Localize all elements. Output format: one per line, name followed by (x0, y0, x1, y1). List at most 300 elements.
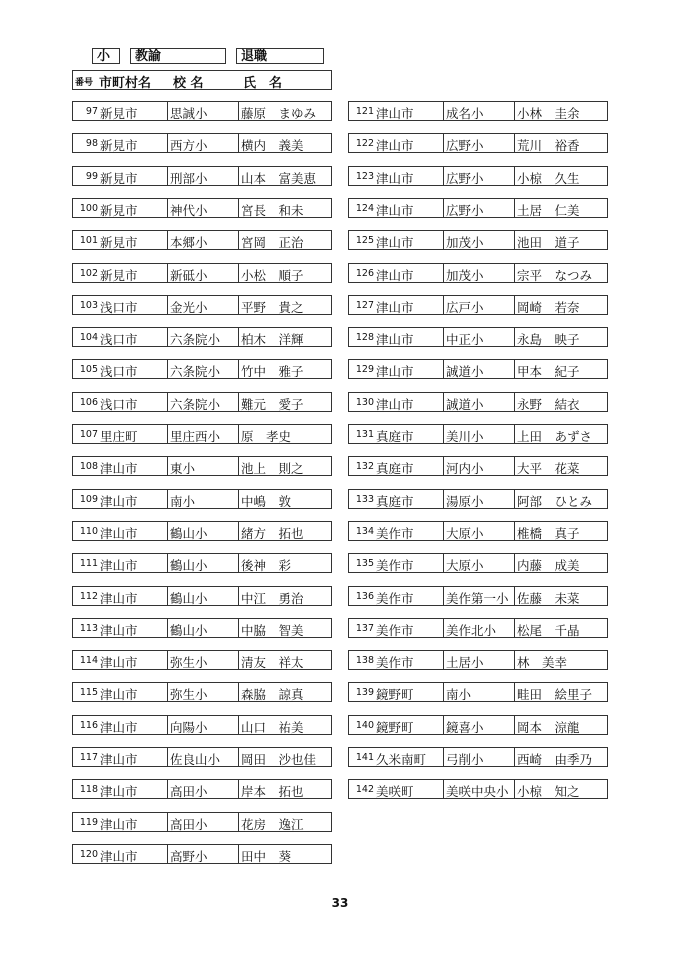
cell-city: 津山市 (100, 655, 138, 671)
cell-divider (443, 425, 444, 443)
cell-city: 美咲町 (376, 784, 414, 800)
cell-school: 美作北小 (446, 622, 497, 638)
cell-city: 新見市 (100, 235, 138, 251)
cell-divider (238, 716, 239, 734)
cell-school: 加茂小 (446, 267, 484, 283)
table-row (348, 747, 608, 767)
cell-divider (443, 231, 444, 249)
cell-divider (167, 619, 168, 637)
cell-school: 金光小 (170, 299, 208, 315)
cell-divider (514, 490, 515, 508)
cell-divider (443, 651, 444, 669)
cell-city: 津山市 (100, 752, 138, 767)
cell-city: 美作市 (376, 622, 414, 638)
cell-city: 津山市 (100, 622, 138, 638)
cell-school: 新砥小 (170, 267, 208, 283)
cell-school: 大原小 (446, 525, 484, 541)
cell-name: 林 美幸 (517, 655, 568, 671)
cell-divider (238, 296, 239, 314)
cell-divider (167, 167, 168, 185)
cell-divider (514, 296, 515, 314)
cell-name: 宮岡 正治 (241, 235, 304, 251)
cell-school: 湯原小 (446, 493, 484, 509)
cell-divider (167, 587, 168, 605)
cell-no: 106 (79, 396, 98, 408)
cell-divider (167, 134, 168, 152)
table-row (348, 715, 608, 735)
cell-no: 112 (79, 590, 98, 602)
table-row (72, 133, 332, 153)
cell-divider (443, 296, 444, 314)
cell-no: 114 (79, 655, 98, 667)
cell-school: 美咲中央小 (446, 784, 509, 800)
table-row (348, 779, 608, 799)
cell-divider (238, 457, 239, 475)
cell-divider (238, 360, 239, 378)
table-row (348, 424, 608, 444)
cell-name: 池田 道子 (517, 235, 580, 251)
cell-divider (443, 328, 444, 346)
cell-divider (167, 199, 168, 217)
cell-divider (167, 490, 168, 508)
cell-divider (167, 748, 168, 766)
cell-city: 真庭市 (376, 493, 414, 509)
cell-divider (167, 522, 168, 540)
cell-divider (514, 716, 515, 734)
table-row (348, 586, 608, 606)
cell-name: 畦田 絵里子 (517, 687, 593, 703)
cell-city: 津山市 (376, 364, 414, 380)
cell-name: 中江 勇治 (241, 590, 304, 606)
page-number: 33 (331, 896, 349, 910)
cell-name: 山口 祐美 (241, 719, 304, 735)
cell-divider (443, 393, 444, 411)
cell-no: 141 (355, 752, 374, 763)
cell-school: 思誠小 (170, 106, 208, 121)
cell-city: 里庄町 (100, 429, 138, 444)
table-row (348, 521, 608, 541)
cell-name: 西崎 由季乃 (517, 752, 593, 767)
cell-divider (443, 360, 444, 378)
cell-divider (514, 683, 515, 701)
cell-divider (443, 199, 444, 217)
col-no: 番号 (75, 78, 94, 88)
cell-name: 山本 富美恵 (241, 170, 317, 186)
cell-school: 東小 (170, 461, 196, 477)
cell-divider (443, 748, 444, 766)
cell-city: 久米南町 (376, 752, 427, 767)
table-row (348, 327, 608, 347)
cell-divider (514, 425, 515, 443)
cell-school: 高野小 (170, 848, 208, 864)
cell-city: 浅口市 (100, 396, 138, 412)
cell-school: 加茂小 (446, 235, 484, 251)
cell-divider (238, 845, 239, 863)
cell-no: 105 (79, 364, 98, 376)
table-row (348, 359, 608, 379)
cell-city: 浅口市 (100, 364, 138, 380)
cell-city: 新見市 (100, 106, 138, 121)
table-row (348, 133, 608, 153)
cell-school: 里庄西小 (170, 429, 221, 444)
cell-name: 池上 則之 (241, 461, 304, 477)
cell-divider (238, 587, 239, 605)
cell-no: 110 (79, 525, 98, 537)
cell-divider (443, 619, 444, 637)
cell-divider (514, 554, 515, 572)
table-row (72, 521, 332, 541)
cell-school: 大原小 (446, 558, 484, 574)
cell-name: 平野 貴之 (241, 299, 304, 315)
cell-divider (514, 780, 515, 798)
cell-no: 100 (79, 202, 98, 214)
cell-name: 荒川 裕香 (517, 138, 580, 154)
table-row (348, 166, 608, 186)
cell-city: 美作市 (376, 525, 414, 541)
cell-school: 弥生小 (170, 655, 208, 671)
cell-no: 116 (79, 719, 98, 731)
cell-divider (443, 716, 444, 734)
cell-divider (238, 619, 239, 637)
cell-no: 140 (355, 719, 374, 731)
cell-school: 向陽小 (170, 719, 208, 735)
cell-school: 六条院小 (170, 332, 221, 348)
cell-divider (238, 393, 239, 411)
cell-no: 104 (79, 332, 98, 344)
cell-city: 新見市 (100, 202, 138, 218)
cell-school: 弥生小 (170, 687, 208, 703)
cell-divider (514, 199, 515, 217)
table-row (348, 392, 608, 412)
cell-no: 142 (355, 784, 374, 796)
cell-name: 阿部 ひとみ (517, 493, 593, 509)
cell-divider (238, 490, 239, 508)
cell-name: 中脇 智美 (241, 622, 304, 638)
cell-divider (514, 651, 515, 669)
cell-divider (238, 683, 239, 701)
cell-city: 津山市 (100, 525, 138, 541)
cell-school: 佐良山小 (170, 752, 221, 767)
cell-school: 鶴山小 (170, 558, 208, 574)
table-row (72, 715, 332, 735)
cell-school: 河内小 (446, 461, 484, 477)
cell-divider (443, 683, 444, 701)
header-status: 退職 (236, 48, 324, 64)
cell-school: 成名小 (446, 106, 484, 121)
cell-city: 浅口市 (100, 332, 138, 348)
cell-name: 藤原 まゆみ (241, 106, 317, 121)
cell-school: 西方小 (170, 138, 208, 154)
cell-no: 102 (79, 267, 98, 279)
cell-no: 130 (355, 396, 374, 408)
cell-divider (238, 748, 239, 766)
cell-divider (443, 587, 444, 605)
cell-divider (167, 296, 168, 314)
table-row (72, 747, 332, 767)
cell-divider (238, 264, 239, 282)
cell-name: 岡崎 若奈 (517, 299, 580, 315)
cell-divider (238, 780, 239, 798)
cell-no: 138 (355, 655, 374, 667)
table-row (348, 198, 608, 218)
cell-divider (514, 522, 515, 540)
cell-divider (443, 102, 444, 120)
cell-name: 小松 順子 (241, 267, 304, 283)
cell-school: 弓削小 (446, 752, 484, 767)
cell-divider (514, 587, 515, 605)
cell-city: 美作市 (376, 590, 414, 606)
cell-divider (443, 490, 444, 508)
cell-divider (238, 425, 239, 443)
cell-name: 甲本 紀子 (517, 364, 580, 380)
cell-divider (167, 554, 168, 572)
col-name: 氏 名 (243, 76, 283, 91)
cell-city: 津山市 (376, 202, 414, 218)
cell-city: 津山市 (100, 590, 138, 606)
cell-divider (238, 231, 239, 249)
cell-no: 98 (85, 138, 98, 150)
cell-school: 鶴山小 (170, 622, 208, 638)
cell-school: 中正小 (446, 332, 484, 348)
cell-no: 128 (355, 332, 374, 344)
table-row (72, 618, 332, 638)
cell-name: 永島 映子 (517, 332, 580, 348)
cell-no: 139 (355, 687, 374, 699)
cell-school: 鶴山小 (170, 525, 208, 541)
cell-divider (443, 264, 444, 282)
cell-school: 六条院小 (170, 364, 221, 380)
cell-divider (514, 167, 515, 185)
cell-name: 宮長 和未 (241, 202, 304, 218)
cell-name: 清友 祥太 (241, 655, 304, 671)
cell-city: 美作市 (376, 655, 414, 671)
cell-city: 美作市 (376, 558, 414, 574)
cell-divider (167, 231, 168, 249)
table-row (72, 198, 332, 218)
header-position: 教諭 (130, 48, 226, 64)
cell-divider (443, 780, 444, 798)
cell-no: 134 (355, 525, 374, 537)
cell-no: 97 (85, 106, 98, 117)
table-row (348, 553, 608, 573)
cell-divider (514, 328, 515, 346)
cell-school: 広戸小 (446, 299, 484, 315)
cell-city: 津山市 (100, 558, 138, 574)
cell-school: 本郷小 (170, 235, 208, 251)
cell-divider (514, 619, 515, 637)
table-row (72, 295, 332, 315)
table-row (348, 230, 608, 250)
cell-divider (443, 457, 444, 475)
cell-school: 六条院小 (170, 396, 221, 412)
cell-no: 101 (79, 235, 98, 247)
cell-no: 131 (355, 429, 374, 440)
cell-name: 竹中 雅子 (241, 364, 304, 380)
cell-no: 127 (355, 299, 374, 311)
cell-no: 109 (79, 493, 98, 505)
cell-divider (238, 134, 239, 152)
cell-no: 111 (79, 558, 98, 570)
table-row (72, 489, 332, 509)
cell-divider (443, 167, 444, 185)
cell-divider (238, 167, 239, 185)
table-row (348, 489, 608, 509)
cell-name: 難元 愛子 (241, 396, 304, 412)
cell-divider (167, 683, 168, 701)
cell-divider (238, 651, 239, 669)
cell-divider (514, 264, 515, 282)
table-row (348, 101, 608, 121)
cell-divider (514, 360, 515, 378)
cell-city: 津山市 (376, 267, 414, 283)
cell-divider (238, 522, 239, 540)
cell-no: 121 (355, 106, 374, 117)
cell-no: 108 (79, 461, 98, 473)
cell-divider (514, 457, 515, 475)
cell-name: 永野 結衣 (517, 396, 580, 412)
table-row (72, 812, 332, 832)
cell-no: 132 (355, 461, 374, 473)
cell-school: 高田小 (170, 816, 208, 832)
cell-school: 南小 (446, 687, 472, 703)
table-row (348, 456, 608, 476)
cell-name: 緒方 拓也 (241, 525, 304, 541)
cell-city: 新見市 (100, 138, 138, 154)
cell-name: 椎橋 真子 (517, 525, 580, 541)
table-row (72, 263, 332, 283)
column-header (72, 70, 332, 90)
cell-divider (238, 328, 239, 346)
cell-name: 田中 葵 (241, 848, 292, 864)
cell-city: 津山市 (376, 106, 414, 121)
cell-divider (238, 102, 239, 120)
cell-name: 岡本 涼龍 (517, 719, 580, 735)
cell-no: 120 (79, 848, 98, 860)
cell-no: 113 (79, 622, 98, 634)
col-city: 市町村名 (99, 76, 152, 91)
cell-divider (167, 780, 168, 798)
cell-school: 誠道小 (446, 396, 484, 412)
cell-divider (167, 457, 168, 475)
cell-name: 中嶋 敦 (241, 493, 292, 509)
cell-school: 誠道小 (446, 364, 484, 380)
table-row (72, 327, 332, 347)
cell-city: 鏡野町 (376, 687, 414, 703)
cell-school: 広野小 (446, 170, 484, 186)
cell-name: 宗平 なつみ (517, 267, 593, 283)
cell-school: 土居小 (446, 655, 484, 671)
cell-no: 103 (79, 299, 98, 311)
table-row (72, 101, 332, 121)
cell-divider (167, 716, 168, 734)
cell-school: 高田小 (170, 784, 208, 800)
cell-city: 津山市 (376, 299, 414, 315)
cell-name: 上田 あずさ (517, 429, 593, 444)
cell-city: 真庭市 (376, 461, 414, 477)
cell-divider (514, 102, 515, 120)
cell-divider (238, 554, 239, 572)
cell-city: 真庭市 (376, 429, 414, 444)
cell-name: 後神 彩 (241, 558, 292, 574)
table-row (72, 844, 332, 864)
table-row (72, 586, 332, 606)
cell-divider (167, 360, 168, 378)
cell-school: 美川小 (446, 429, 484, 444)
table-row (348, 682, 608, 702)
cell-city: 浅口市 (100, 299, 138, 315)
cell-city: 津山市 (100, 687, 138, 703)
cell-no: 126 (355, 267, 374, 279)
cell-school: 鶴山小 (170, 590, 208, 606)
cell-name: 岡田 沙也佳 (241, 752, 317, 767)
cell-name: 横内 義美 (241, 138, 304, 154)
cell-school: 広野小 (446, 202, 484, 218)
cell-divider (514, 231, 515, 249)
table-row (72, 166, 332, 186)
table-row (72, 650, 332, 670)
table-row (72, 392, 332, 412)
header-type: 小 (92, 48, 120, 64)
cell-city: 津山市 (100, 461, 138, 477)
cell-name: 内藤 成美 (517, 558, 580, 574)
cell-no: 129 (355, 364, 374, 376)
cell-divider (238, 199, 239, 217)
cell-city: 津山市 (100, 816, 138, 832)
cell-school: 美作第一小 (446, 590, 509, 606)
table-row (72, 230, 332, 250)
cell-no: 135 (355, 558, 374, 570)
cell-name: 小椋 久生 (517, 170, 580, 186)
cell-name: 柏木 洋輝 (241, 332, 304, 348)
cell-divider (167, 425, 168, 443)
cell-city: 津山市 (100, 719, 138, 735)
table-row (348, 650, 608, 670)
cell-name: 佐藤 未菜 (517, 590, 580, 606)
cell-school: 神代小 (170, 202, 208, 218)
table-row (72, 424, 332, 444)
table-row (348, 263, 608, 283)
cell-divider (167, 102, 168, 120)
cell-no: 107 (79, 429, 98, 440)
cell-name: 小椋 知之 (517, 784, 580, 800)
cell-divider (167, 264, 168, 282)
table-row (72, 553, 332, 573)
cell-no: 115 (79, 687, 98, 699)
cell-no: 124 (355, 202, 374, 214)
col-school: 校 名 (173, 76, 204, 91)
cell-divider (514, 134, 515, 152)
cell-no: 133 (355, 493, 374, 505)
cell-no: 119 (79, 816, 98, 828)
cell-divider (443, 554, 444, 572)
cell-divider (167, 328, 168, 346)
cell-name: 森脇 諒真 (241, 687, 304, 703)
cell-name: 花房 逸江 (241, 816, 304, 832)
cell-divider (167, 845, 168, 863)
cell-divider (514, 748, 515, 766)
cell-divider (167, 651, 168, 669)
cell-no: 118 (79, 784, 98, 796)
cell-no: 137 (355, 622, 374, 634)
cell-no: 122 (355, 138, 374, 150)
table-row (72, 359, 332, 379)
cell-city: 津山市 (100, 848, 138, 864)
cell-name: 土居 仁美 (517, 202, 580, 218)
cell-city: 津山市 (376, 138, 414, 154)
cell-city: 津山市 (100, 493, 138, 509)
cell-city: 津山市 (100, 784, 138, 800)
cell-city: 新見市 (100, 267, 138, 283)
